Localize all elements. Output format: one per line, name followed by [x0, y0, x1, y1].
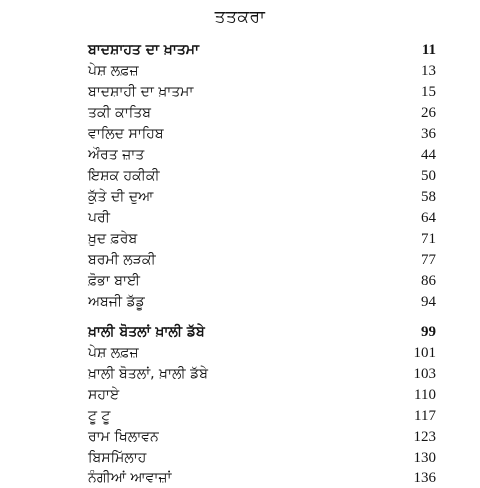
toc-entry	[88, 406, 436, 426]
toc-entry	[88, 292, 436, 312]
section-title: ਖ਼ਾਲੀ ਬੋਤਲਾਂ ਖ਼ਾਲੀ ਡੱਬੇ	[88, 324, 205, 340]
entry-title: ਖ਼ਾਲੀ ਬੋਤਲਾਂ, ਖ਼ਾਲੀ ਡੱਬੇ	[88, 366, 208, 382]
entry-title: ਵਾਲਿਦ ਸਾਹਿਬ	[88, 126, 164, 142]
entry-title: ਇਸ਼ਕ ਹਕੀਕੀ	[88, 168, 160, 184]
page-number: 13	[421, 63, 436, 79]
page-number: 123	[413, 429, 436, 445]
toc-entry	[88, 166, 436, 186]
entry-title: ਬਾਦਸ਼ਾਹੀ ਦਾ ਖ਼ਾਤਮਾ	[88, 84, 194, 100]
entry-title: ਕੁੱਤੇ ਦੀ ਦੁਆ	[88, 189, 154, 205]
page-number: 26	[421, 105, 436, 121]
toc-entry	[88, 124, 436, 144]
page-number: 44	[421, 147, 436, 163]
toc-entry	[88, 385, 436, 405]
toc-entry	[88, 468, 436, 488]
page-number: 58	[421, 189, 436, 205]
toc-entry	[88, 427, 436, 447]
entry-title: ਬਰਮੀ ਲੜਕੀ	[88, 252, 156, 268]
section-title: ਬਾਦਸ਼ਾਹਤ ਦਾ ਖ਼ਾਤਮਾ	[88, 42, 199, 58]
toc-entry	[88, 271, 436, 291]
page-title: ਤਤਕਰਾ	[214, 7, 266, 27]
section-heading	[88, 40, 436, 60]
section-heading	[88, 322, 436, 342]
toc-entry	[88, 187, 436, 207]
entry-title: ਪੇਸ਼ ਲਫ਼ਜ਼	[88, 63, 139, 79]
page-number: 101	[413, 345, 436, 361]
toc-entry	[88, 364, 436, 384]
entry-title: ਖ਼ੁਦ ਫ਼ਰੇਬ	[88, 231, 138, 247]
entry-title: ਪੇਸ਼ ਲਫ਼ਜ਼	[88, 345, 139, 361]
toc-entry	[88, 145, 436, 165]
entry-title: ਪਰੀ	[88, 210, 110, 226]
page-number: 86	[421, 273, 436, 289]
entry-title: ਤਕੀ ਕਾਤਿਬ	[88, 105, 151, 121]
page-number: 117	[414, 408, 436, 424]
toc-entry	[88, 250, 436, 270]
page-number: 36	[421, 126, 436, 142]
toc-entry	[88, 448, 436, 468]
toc-entry	[88, 229, 436, 249]
page-number: 110	[414, 387, 436, 403]
entry-title: ਰਾਮ ਖਿਲਾਵਨ	[88, 429, 159, 445]
page-number: 130	[413, 450, 436, 466]
entry-title: ਔਰਤ ਜ਼ਾਤ	[88, 147, 145, 163]
toc-entry	[88, 103, 436, 123]
page-number: 94	[421, 294, 436, 310]
page-number: 15	[421, 84, 436, 100]
toc-entry	[88, 82, 436, 102]
entry-title: ਫ਼ੋਭਾ ਬਾਈ	[88, 273, 140, 289]
page-number: 136	[413, 470, 436, 486]
page-number: 77	[421, 252, 436, 268]
toc-entry	[88, 61, 436, 81]
entry-title: ਅਬਜੀ ਡੱਡੂ	[88, 294, 145, 310]
page-number: 103	[413, 366, 436, 382]
page-number: 71	[421, 231, 436, 247]
entry-title: ਨੰਗੀਆਂ ਆਵਾਜ਼ਾਂ	[88, 470, 172, 486]
toc-entry	[88, 343, 436, 363]
entry-title: ਬਿਸਮਿੱਲਾਹ	[88, 450, 147, 466]
entry-title: ਸਹਾਏ	[88, 387, 120, 403]
page-number: 64	[421, 210, 436, 226]
page-number: 99	[421, 324, 436, 340]
page-number: 11	[421, 42, 436, 58]
page-number: 50	[421, 168, 436, 184]
toc-entry	[88, 208, 436, 228]
entry-title: ਟੂ ਟੂ	[88, 408, 111, 424]
